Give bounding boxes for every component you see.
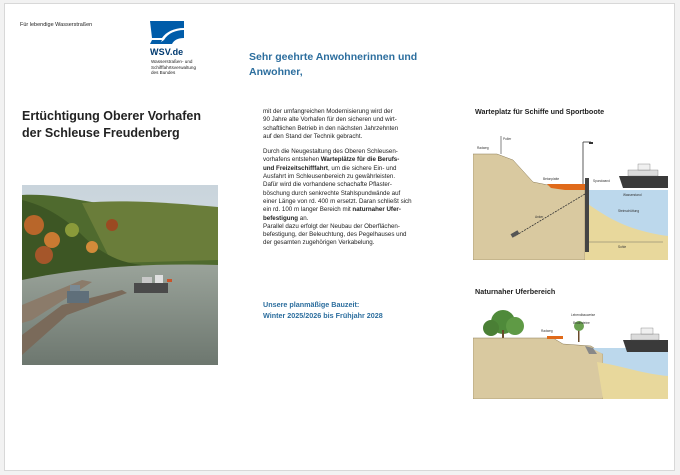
greeting-line-2: Anwohner, bbox=[249, 66, 303, 78]
logo-sub-line-1: Wasserstraßen- und bbox=[151, 59, 193, 64]
text-line: 90 Jahre alte Vorhafen für den sicheren und wirt- bbox=[263, 116, 397, 124]
text-line: böschung durch senkrechte Stahlspundwände auf bbox=[263, 189, 401, 197]
label-lebendbauweise: Lebendbauweise bbox=[571, 313, 596, 317]
waiting-area-diagram bbox=[473, 132, 668, 260]
text-line: Ausfahrt im Schleusenbereich zu gewährleisten. bbox=[263, 173, 396, 181]
label-radweg: Radweg bbox=[477, 146, 489, 150]
text-line: befestigung, der Beleuchtung, des Pegelhauses und bbox=[263, 231, 407, 239]
text-line: schaftlichen Betrieb in den nächsten Jahrzehnten bbox=[263, 124, 399, 132]
label-spundwand: Spundwand bbox=[593, 179, 610, 183]
label-betonplatte: Betonplatte bbox=[543, 177, 560, 181]
flyer-page bbox=[4, 3, 675, 471]
label-sohle: Sohle bbox=[618, 245, 627, 249]
text-bold: naturnaher Ufer- bbox=[352, 206, 401, 214]
text-line: auf den Stand der Technik gebracht. bbox=[263, 132, 363, 140]
logo-sub-line-3: des Bundes bbox=[151, 70, 176, 76]
greeting-line-1: Sehr geehrte Anwohnerinnen und bbox=[249, 51, 418, 63]
diagram-2-title: Naturnaher Uferbereich bbox=[475, 287, 556, 296]
natural-bank-diagram bbox=[473, 304, 668, 399]
title-line-1: Ertüchtigung Oberer Vorhafen bbox=[22, 109, 201, 123]
tagline: Für lebendige Wasserstraßen bbox=[20, 22, 93, 28]
text-line: Parallel dazu erfolgt der Neubau der Oberflächen- bbox=[263, 222, 400, 230]
body-text bbox=[263, 108, 425, 255]
text-line: ein rd. 100 m langer Bereich mit bbox=[263, 206, 353, 214]
text-line: vorhafens entstehen bbox=[263, 156, 321, 164]
wsv-logo-icon bbox=[148, 20, 186, 46]
text-bold: befestigung bbox=[263, 214, 299, 222]
text-bold: und Freizeitschifffahrt bbox=[263, 164, 328, 172]
title-line-2: der Schleuse Freudenberg bbox=[22, 126, 180, 140]
logo-sub-line-2: Schifffahrtsverwaltung bbox=[151, 64, 197, 70]
text-bold: Warteplätze für die Berufs- bbox=[320, 156, 400, 164]
text-line: der gesamten zugehörigen Verkabelung. bbox=[263, 239, 375, 247]
construction-schedule bbox=[263, 299, 383, 321]
wsv-logo[interactable] bbox=[148, 20, 218, 76]
logo-subtitle bbox=[151, 59, 221, 76]
diagram-1-title: Warteplatz für Schiffe und Sportboote bbox=[475, 107, 605, 116]
label-poller: Poller bbox=[503, 137, 512, 141]
label-steinschuettung: Steinschüttung bbox=[618, 209, 640, 213]
text-line: einer Länge von rd. 400 m ersetzt. Daran schließt sich bbox=[263, 197, 412, 205]
label-radweg-2: Radweg bbox=[541, 329, 553, 333]
body-paragraph-1 bbox=[263, 108, 425, 141]
greeting bbox=[249, 50, 449, 80]
label-wasserstand: Wasserstand bbox=[623, 193, 642, 197]
text-line: Dafür wird die vorhandene schachafte Pflaster- bbox=[263, 181, 392, 189]
text-line: , um die sichere Ein- und bbox=[327, 164, 397, 172]
text-line: mit der umfangreichen Modernisierung wird der bbox=[263, 108, 393, 115]
logo-name: WSV.de bbox=[150, 47, 184, 57]
text-line: an. bbox=[298, 214, 309, 222]
label-bruchsteine: Bruchsteine bbox=[573, 321, 590, 325]
schedule-heading: Unsere planmäßige Bauzeit: bbox=[263, 300, 360, 309]
label-anker: Anker bbox=[535, 215, 544, 219]
text-line: Durch die Neugestaltung des Oberen Schleusen- bbox=[263, 148, 398, 156]
body-paragraph-2 bbox=[263, 148, 425, 248]
schedule-dates: Winter 2025/2026 bis Frühjahr 2028 bbox=[263, 311, 383, 320]
page-title bbox=[22, 108, 222, 142]
river-lock-photo bbox=[22, 185, 218, 365]
